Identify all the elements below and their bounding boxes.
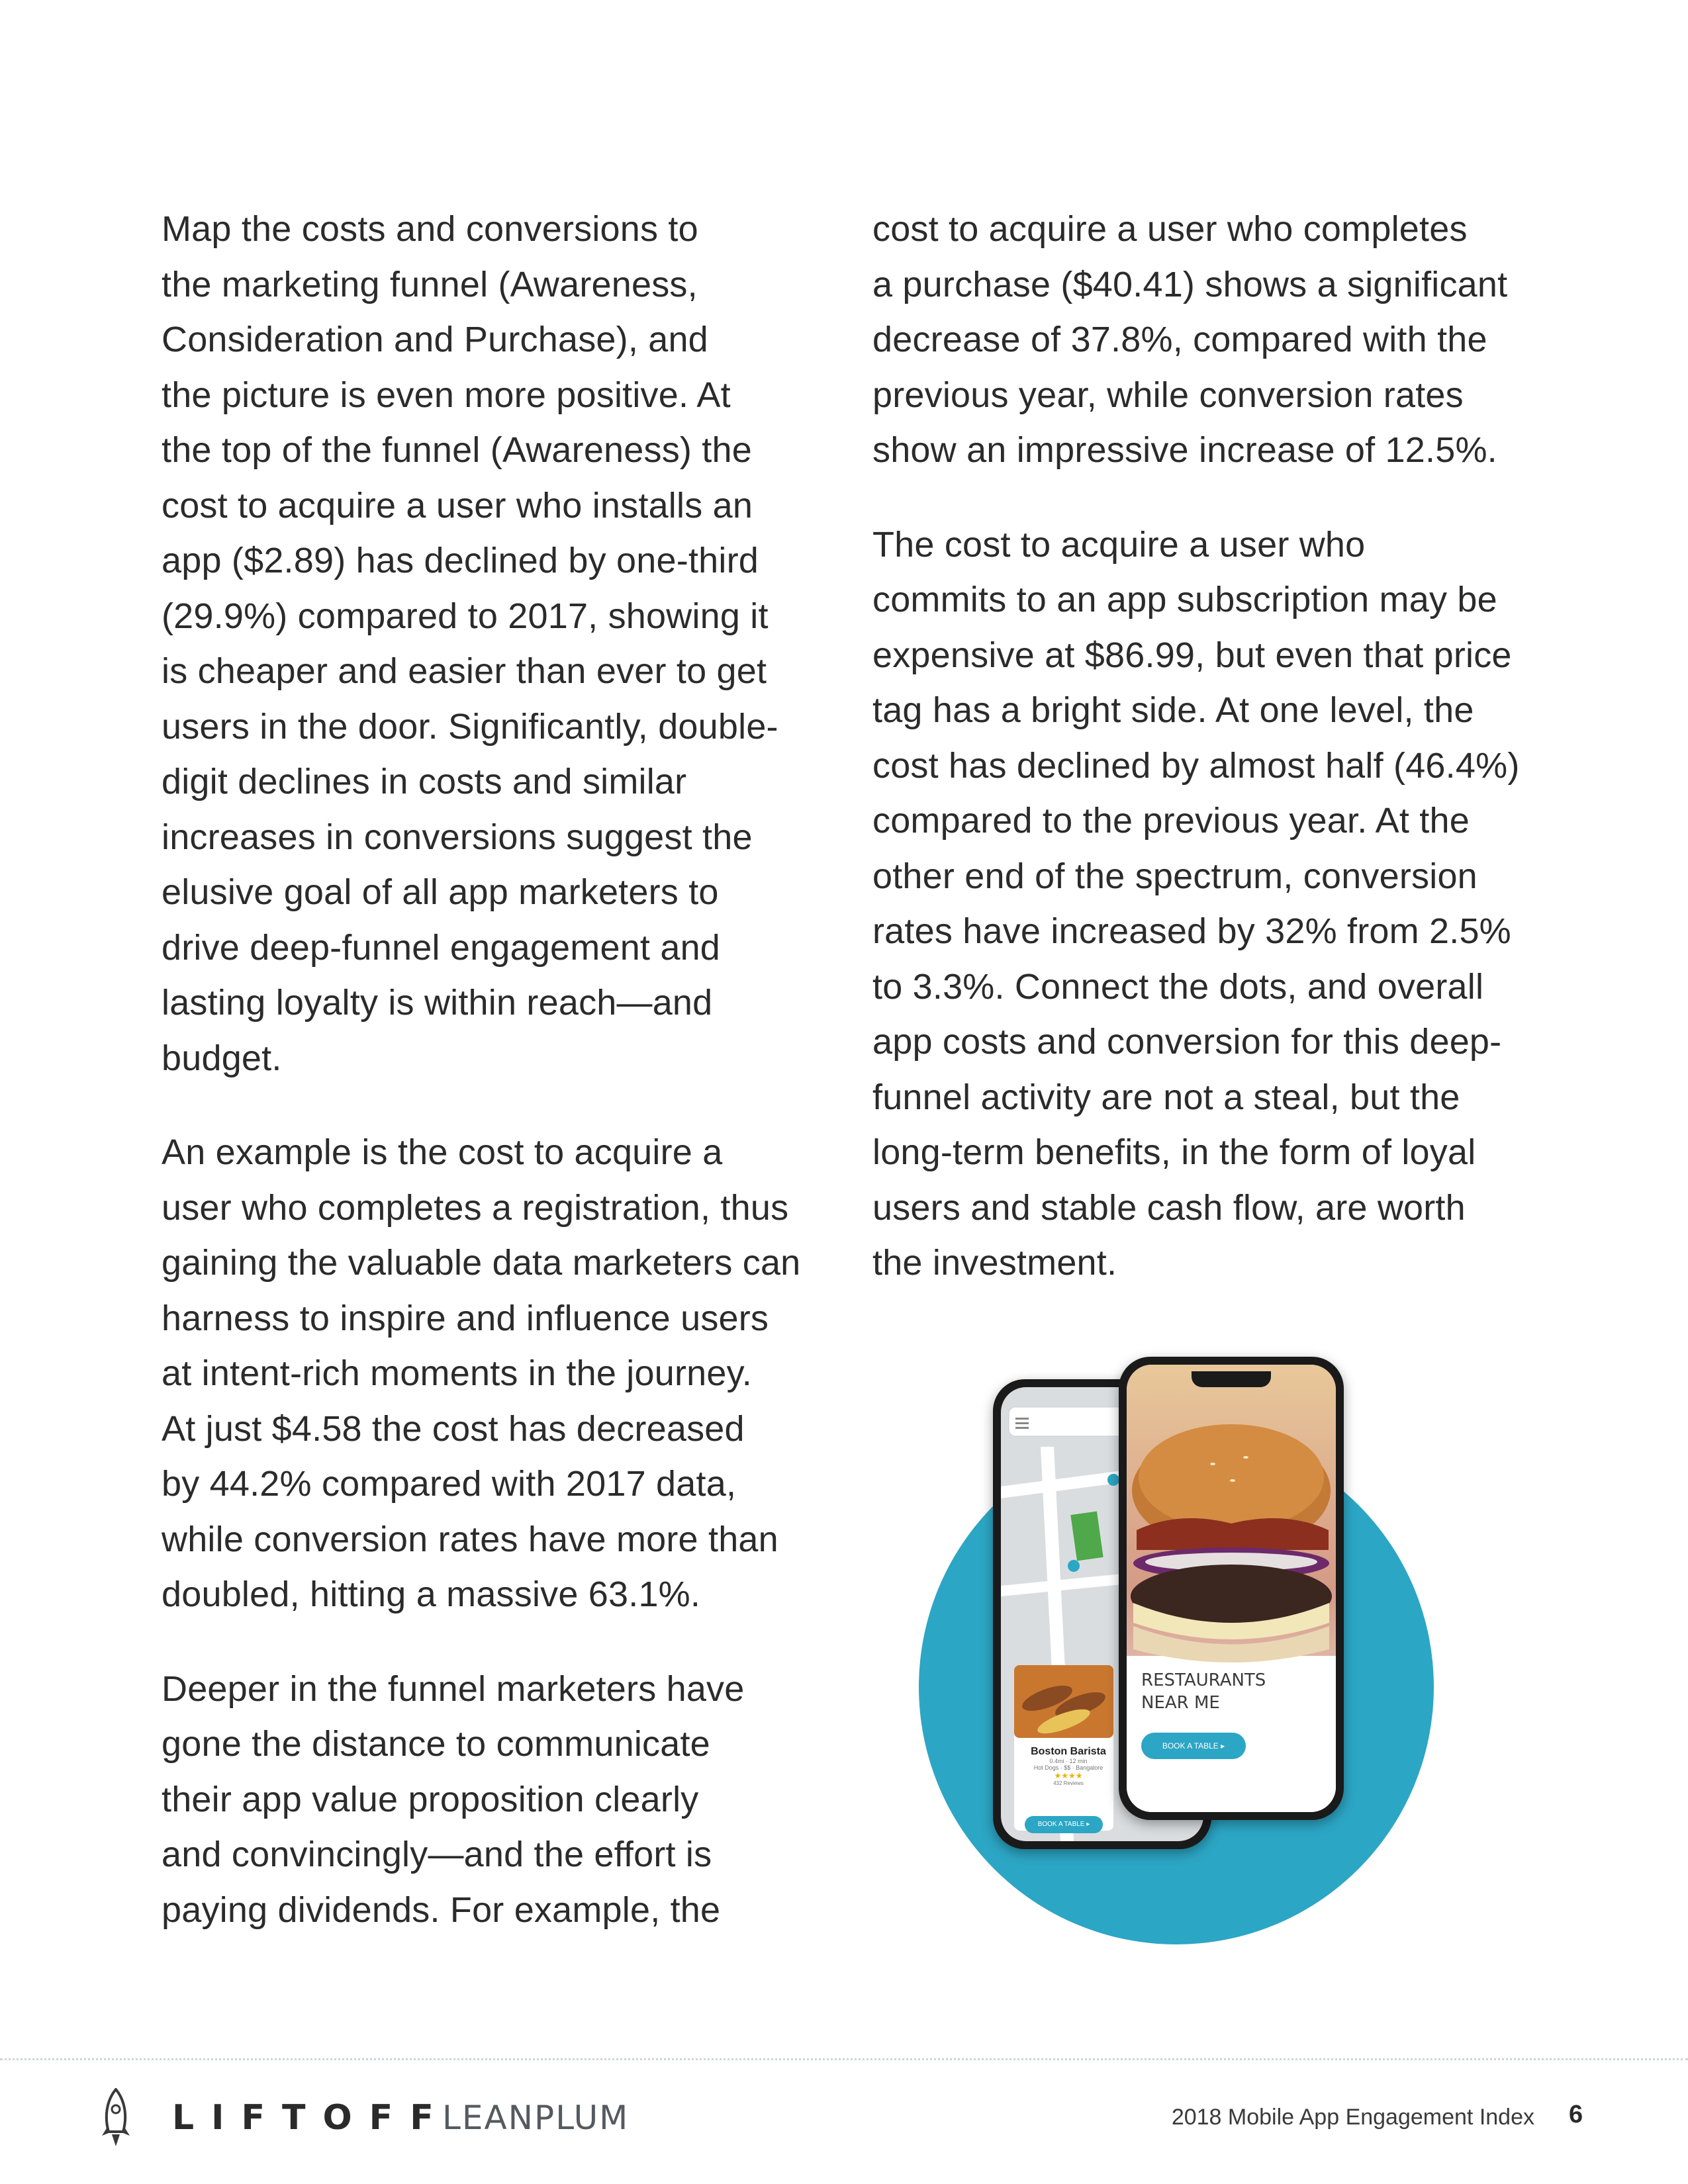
text-line: doubled, hitting a massive 63.1%. [162, 1574, 701, 1614]
text-line: previous year, while conversion rates [872, 375, 1464, 415]
phones-illustration [914, 1350, 1443, 1906]
text-line: cost to acquire a user who installs an [162, 485, 753, 525]
headline-1: RESTAURANTS [1141, 1670, 1266, 1690]
liftoff-wordmark: LIFTOFF [172, 2098, 451, 2138]
text-line: other end of the spectrum, conversion [872, 856, 1477, 896]
text-line: gaining the valuable data marketers can [162, 1243, 801, 1283]
text-line: budget. [162, 1038, 282, 1078]
text-line: digit declines in costs and similar [162, 762, 687, 801]
headline-2: NEAR ME [1141, 1693, 1220, 1713]
text-line: The cost to acquire a user who [872, 524, 1366, 565]
text-line: the picture is even more positive. At [162, 375, 731, 415]
text-line: app costs and conversion for this deep- [872, 1022, 1502, 1062]
rocket-icon [99, 2088, 132, 2148]
text-line: users in the door. Significantly, double- [162, 706, 778, 747]
text-line: show an impressive increase of 12.5%. [872, 430, 1497, 470]
text-line: by 44.2% compared with 2017 data, [162, 1464, 737, 1504]
text-line: and convincingly—and the effort is [162, 1835, 712, 1874]
text-line: cost to acquire a user who completes [872, 209, 1468, 249]
text-line: harness to inspire and influence users [162, 1298, 769, 1338]
card-line2: Hot Dogs · $$ · Bangalore [1033, 1764, 1103, 1771]
text-line: app ($2.89) has declined by one-third [162, 541, 759, 580]
text-line: increases in conversions suggest the [162, 817, 753, 857]
text-line: gone the distance to communicate [162, 1724, 710, 1764]
card-reviews: 432 Reviews [1053, 1780, 1084, 1786]
footer-divider [0, 2058, 1688, 2060]
leanplum-wordmark: LEANPLUM [442, 2099, 630, 2137]
text-line: rates have increased by 32% from 2.5% [872, 911, 1511, 951]
footer-report-title: 2018 Mobile App Engagement Index [1171, 2105, 1534, 2130]
text-line: Map the costs and conversions to [162, 209, 698, 249]
burger-screen [1127, 1365, 1336, 1812]
text-line: decrease of 37.8%, compared with the [872, 320, 1487, 359]
text-line: at intent-rich moments in the journey. [162, 1353, 753, 1393]
text-line: commits to an app subscription may be [872, 580, 1497, 619]
text-line: the marketing funnel (Awareness, [162, 264, 698, 304]
front-book-button[interactable]: BOOK A TABLE ▸ [1141, 1733, 1246, 1759]
card-rating: ★★★★ [1054, 1771, 1083, 1780]
text-line: expensive at $86.99, but even that price [872, 635, 1512, 675]
text-line: long-term benefits, in the form of loyal [872, 1132, 1476, 1172]
text-line: compared to the previous year. At the [872, 801, 1470, 841]
text-line: (29.9%) compared to 2017, showing it [162, 596, 769, 636]
paragraph-subscription-cost [872, 518, 1561, 1291]
text-line: while conversion rates have more than [162, 1519, 778, 1559]
text-line: tag has a bright side. At one level, the [872, 690, 1474, 730]
text-line: users and stable cash flow, are worth [872, 1187, 1466, 1228]
left-column [162, 202, 830, 1938]
text-line: An example is the cost to acquire a [162, 1132, 723, 1172]
paragraph-funnel-overview [162, 202, 830, 1086]
text-line: Deeper in the funnel marketers have [162, 1668, 745, 1709]
text-line: funnel activity are not a steal, but the [872, 1077, 1460, 1117]
text-line: cost has declined by almost half (46.4%) [872, 745, 1520, 786]
text-line: is cheaper and easier than ever to get [162, 651, 767, 691]
text-line: paying dividends. For example, the [162, 1889, 721, 1930]
text-line: the investment. [872, 1243, 1117, 1283]
text-line: drive deep-funnel engagement and [162, 927, 721, 968]
paragraph-registration-example [162, 1125, 830, 1623]
paragraph-deeper-funnel [162, 1662, 830, 1938]
text-line: At just $4.58 the cost has decreased [162, 1408, 745, 1449]
text-line: a purchase ($40.41) shows a significant [872, 264, 1508, 304]
card-title: Boston Barista [1031, 1746, 1106, 1757]
paragraph-purchase-cost [872, 202, 1561, 478]
right-column [872, 202, 1561, 1291]
page-number: 6 [1569, 2101, 1583, 2128]
text-line: user who completes a registration, thus [162, 1187, 789, 1228]
phone-notch [1192, 1371, 1271, 1387]
text-line: their app value proposition clearly [162, 1779, 699, 1819]
front-phone [1119, 1357, 1344, 1820]
text-line: elusive goal of all app marketers to [162, 872, 719, 912]
text-line: Consideration and Purchase), and [162, 320, 708, 359]
back-book-button[interactable]: BOOK A TABLE ▸ [1025, 1816, 1103, 1833]
text-line: lasting loyalty is within reach—and [162, 983, 713, 1023]
text-line: the top of the funnel (Awareness) the [162, 430, 752, 470]
text-line: to 3.3%. Connect the dots, and overall [872, 966, 1484, 1007]
card-line1: 0.4mi · 12 min [1049, 1758, 1088, 1764]
liftoff-logo [99, 2088, 451, 2148]
